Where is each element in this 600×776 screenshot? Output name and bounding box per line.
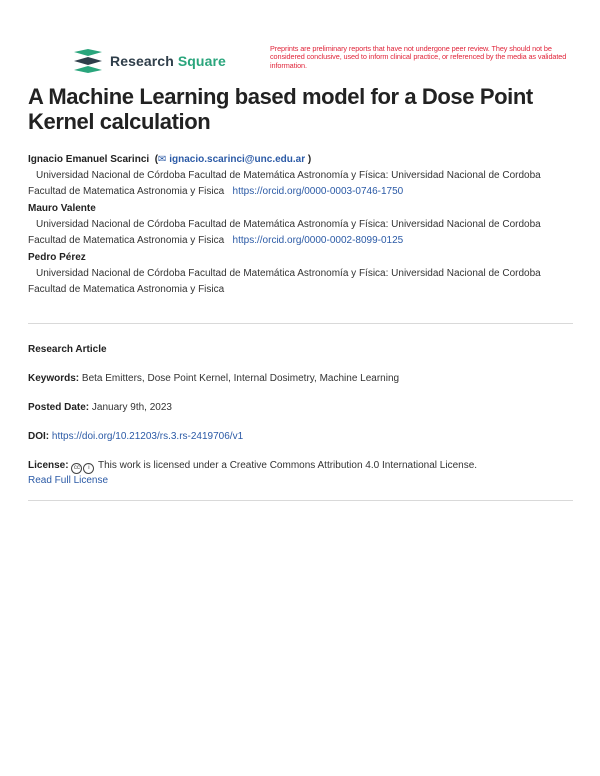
authors-list — [28, 152, 576, 299]
divider — [28, 323, 573, 324]
article-type: Research Article — [28, 344, 107, 355]
keywords-value: Beta Emitters, Dose Point Kernel, Internal Dosimetry, Machine Learning — [81, 373, 400, 384]
author-email-link[interactable]: ignacio.scarinci@unc.edu.ar — [169, 154, 306, 165]
author-affiliation: Universidad Nacional de Córdoba Facultad de Matemática Astronomía y Física: Universidad Nacional de Cordoba Facultad de Matematica Astronomia y Fisica — [28, 268, 541, 295]
doi-link[interactable]: https://doi.org/10.21203/rs.3.rs-2419706/v1 — [51, 431, 244, 442]
posted-date-value: January 9th, 2023 — [91, 402, 172, 413]
posted-date-label: Posted Date: — [28, 402, 90, 413]
orcid-link[interactable]: https://orcid.org/0000-0003-0746-1750 — [232, 186, 404, 197]
license-text: This work is licensed under a Creative Commons Attribution 4.0 International License. — [97, 460, 478, 471]
keywords-label: Keywords: — [28, 373, 80, 384]
license-label: License: — [28, 460, 69, 471]
attribution-icon: i — [83, 463, 94, 474]
research-square-logo-icon — [72, 48, 104, 74]
author-name: Ignacio Emanuel Scarinci — [28, 154, 150, 165]
author-entry — [28, 250, 576, 298]
research-square-logo[interactable] — [72, 48, 226, 74]
preprint-notice: Preprints are preliminary reports that have not undergone peer review. They should not be considered conclusive, used to inform clinical practice, or referenced by the media as validated information. — [270, 44, 567, 70]
cc-icon: cc — [71, 463, 82, 474]
author-entry: Ignacio Emanuel Scarinci (✉ ignacio.scarinci@unc.edu.ar ) Universidad Nacional de Córdoba Facultad de Matemática Astronomía y Física: Universidad Nacional de Cordoba Facultad de Matematica Astronomia y Fisica https://orcid.org/0000-0003-0746-1750 — [28, 154, 541, 197]
orcid-link[interactable]: https://orcid.org/0000-0002-8099-0125 — [232, 235, 404, 246]
license-row — [28, 459, 576, 488]
keywords-row — [28, 372, 576, 386]
divider — [28, 500, 573, 501]
posted-date-row — [28, 401, 576, 415]
page-title: A Machine Learning based model for a Dose Point Kernel calculation — [28, 84, 533, 134]
header — [0, 0, 600, 80]
author-entry — [28, 201, 576, 249]
doi-label: DOI: — [28, 431, 50, 442]
author-name: Mauro Valente — [28, 203, 96, 214]
email-icon: ✉ — [158, 154, 170, 165]
read-full-license-link[interactable]: Read Full License — [28, 475, 109, 486]
author-name: Pedro Pérez — [28, 252, 86, 263]
logo-text: Research Square — [110, 53, 226, 69]
author-affiliation: Universidad Nacional de Córdoba Facultad de Matemática Astronomía y Física: Universidad Nacional de Cordoba Facultad de Matematica Astronomia y Fisica — [28, 170, 541, 197]
author-affiliation: Universidad Nacional de Córdoba Facultad de Matemática Astronomía y Física: Universidad Nacional de Cordoba Facultad de Matematica Astronomia y Fisica — [28, 219, 541, 246]
doi-row — [28, 430, 576, 444]
